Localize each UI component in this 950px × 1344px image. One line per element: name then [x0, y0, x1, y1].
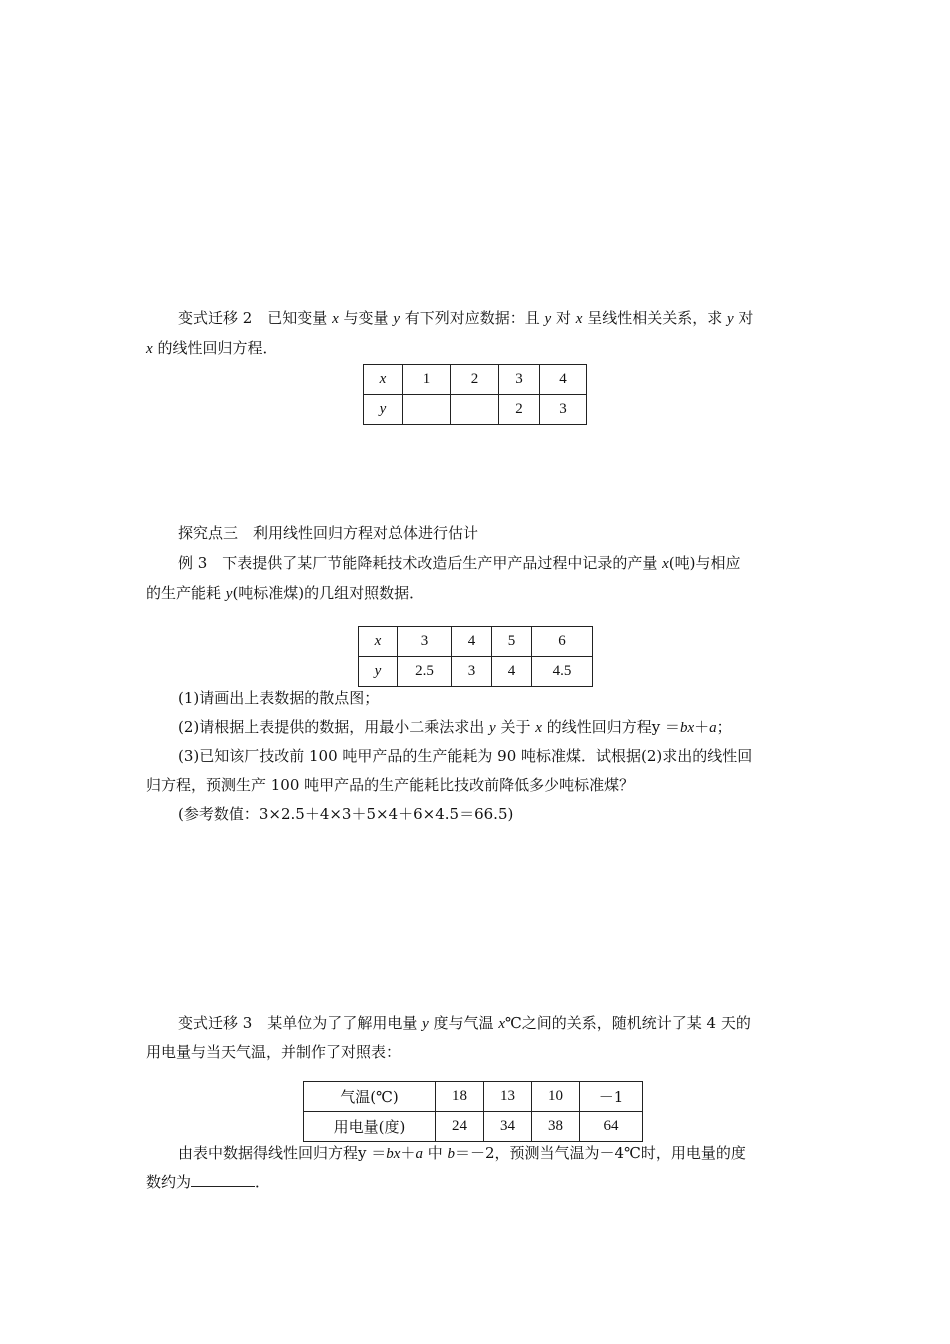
table-cell: 气温(℃)	[304, 1082, 436, 1112]
table-cell: 4	[540, 365, 587, 395]
question-1: (1)请画出上表数据的散点图；	[178, 689, 380, 707]
table-cell: y	[364, 395, 403, 425]
table-cell: 1	[403, 365, 451, 395]
table-cell: 用电量(度)	[304, 1112, 436, 1142]
section-3-title: 探究点三 利用线性回归方程对总体进行估计	[178, 524, 479, 542]
ex3-line-3: 由表中数据得线性回归方程y ＝bx＋a 中 b＝－2，预测当气温为－4℃时，用电量的度	[178, 1144, 746, 1162]
question-2: (2)请根据上表提供的数据，用最小二乘法求出 y 关于 x 的线性回归方程y ＝bx＋a；	[178, 718, 732, 736]
question-3-line-2: 归方程，预测生产 100 吨甲产品的生产能耗比技改前降低多少吨标准煤？	[146, 776, 635, 794]
example-3-line-2: 的生产能耗 y(吨标准煤)的几组对照数据．	[146, 584, 425, 602]
table-cell: 5	[492, 627, 532, 657]
question-3-line-1: (3)已知该厂技改前 100 吨甲产品的生产能耗为 90 吨标准煤．试根据(2)求出的线性回	[178, 747, 753, 765]
table-cell: 18	[436, 1082, 484, 1112]
ex2-table	[363, 364, 587, 425]
example-3-table	[358, 626, 593, 687]
table-cell: 4.5	[532, 657, 593, 687]
ex3-line-2: 用电量与当天气温，并制作了对照表：	[146, 1043, 402, 1061]
table-cell: 13	[484, 1082, 532, 1112]
table-cell: 6	[532, 627, 593, 657]
table-cell: 34	[484, 1112, 532, 1142]
ex3-line-4: 数约为 ．	[146, 1173, 271, 1191]
table-cell: 4	[492, 657, 532, 687]
table-cell: 3	[540, 395, 587, 425]
example-3-line-1: 例 3 下表提供了某厂节能降耗技术改造后生产甲产品过程中记录的产量 x(吨)与相应	[178, 554, 741, 572]
table-cell: 3	[499, 365, 540, 395]
ex3-line-1: 变式迁移 3 某单位为了了解用电量 y 度与气温 x℃之间的关系，随机统计了某 4 天的	[178, 1014, 751, 1032]
table-cell: 2	[499, 395, 540, 425]
table-cell: 3	[452, 657, 492, 687]
table-cell: 2.5	[398, 657, 452, 687]
table-cell: x	[359, 627, 398, 657]
table-cell: 24	[436, 1112, 484, 1142]
answer-blank	[191, 1172, 255, 1187]
ex2-line-1: 变式迁移 2 已知变量 x 与变量 y 有下列对应数据：且 y 对 x 呈线性相关关系，求 y 对	[178, 309, 754, 327]
ex2-line-2: x 的线性回归方程．	[146, 339, 278, 357]
table-cell: y	[359, 657, 398, 687]
table-cell	[403, 395, 451, 425]
table-cell: x	[364, 365, 403, 395]
table-cell: 10	[532, 1082, 580, 1112]
table-cell: 4	[452, 627, 492, 657]
reference-values: (参考数值：3×2.5＋4×3＋5×4＋6×4.5＝66.5)	[178, 805, 514, 823]
table-cell: －1	[580, 1082, 643, 1112]
table-cell: 64	[580, 1112, 643, 1142]
table-cell: 3	[398, 627, 452, 657]
table-cell	[451, 395, 499, 425]
table-cell: 2	[451, 365, 499, 395]
ex3-table	[303, 1081, 643, 1142]
table-cell: 38	[532, 1112, 580, 1142]
